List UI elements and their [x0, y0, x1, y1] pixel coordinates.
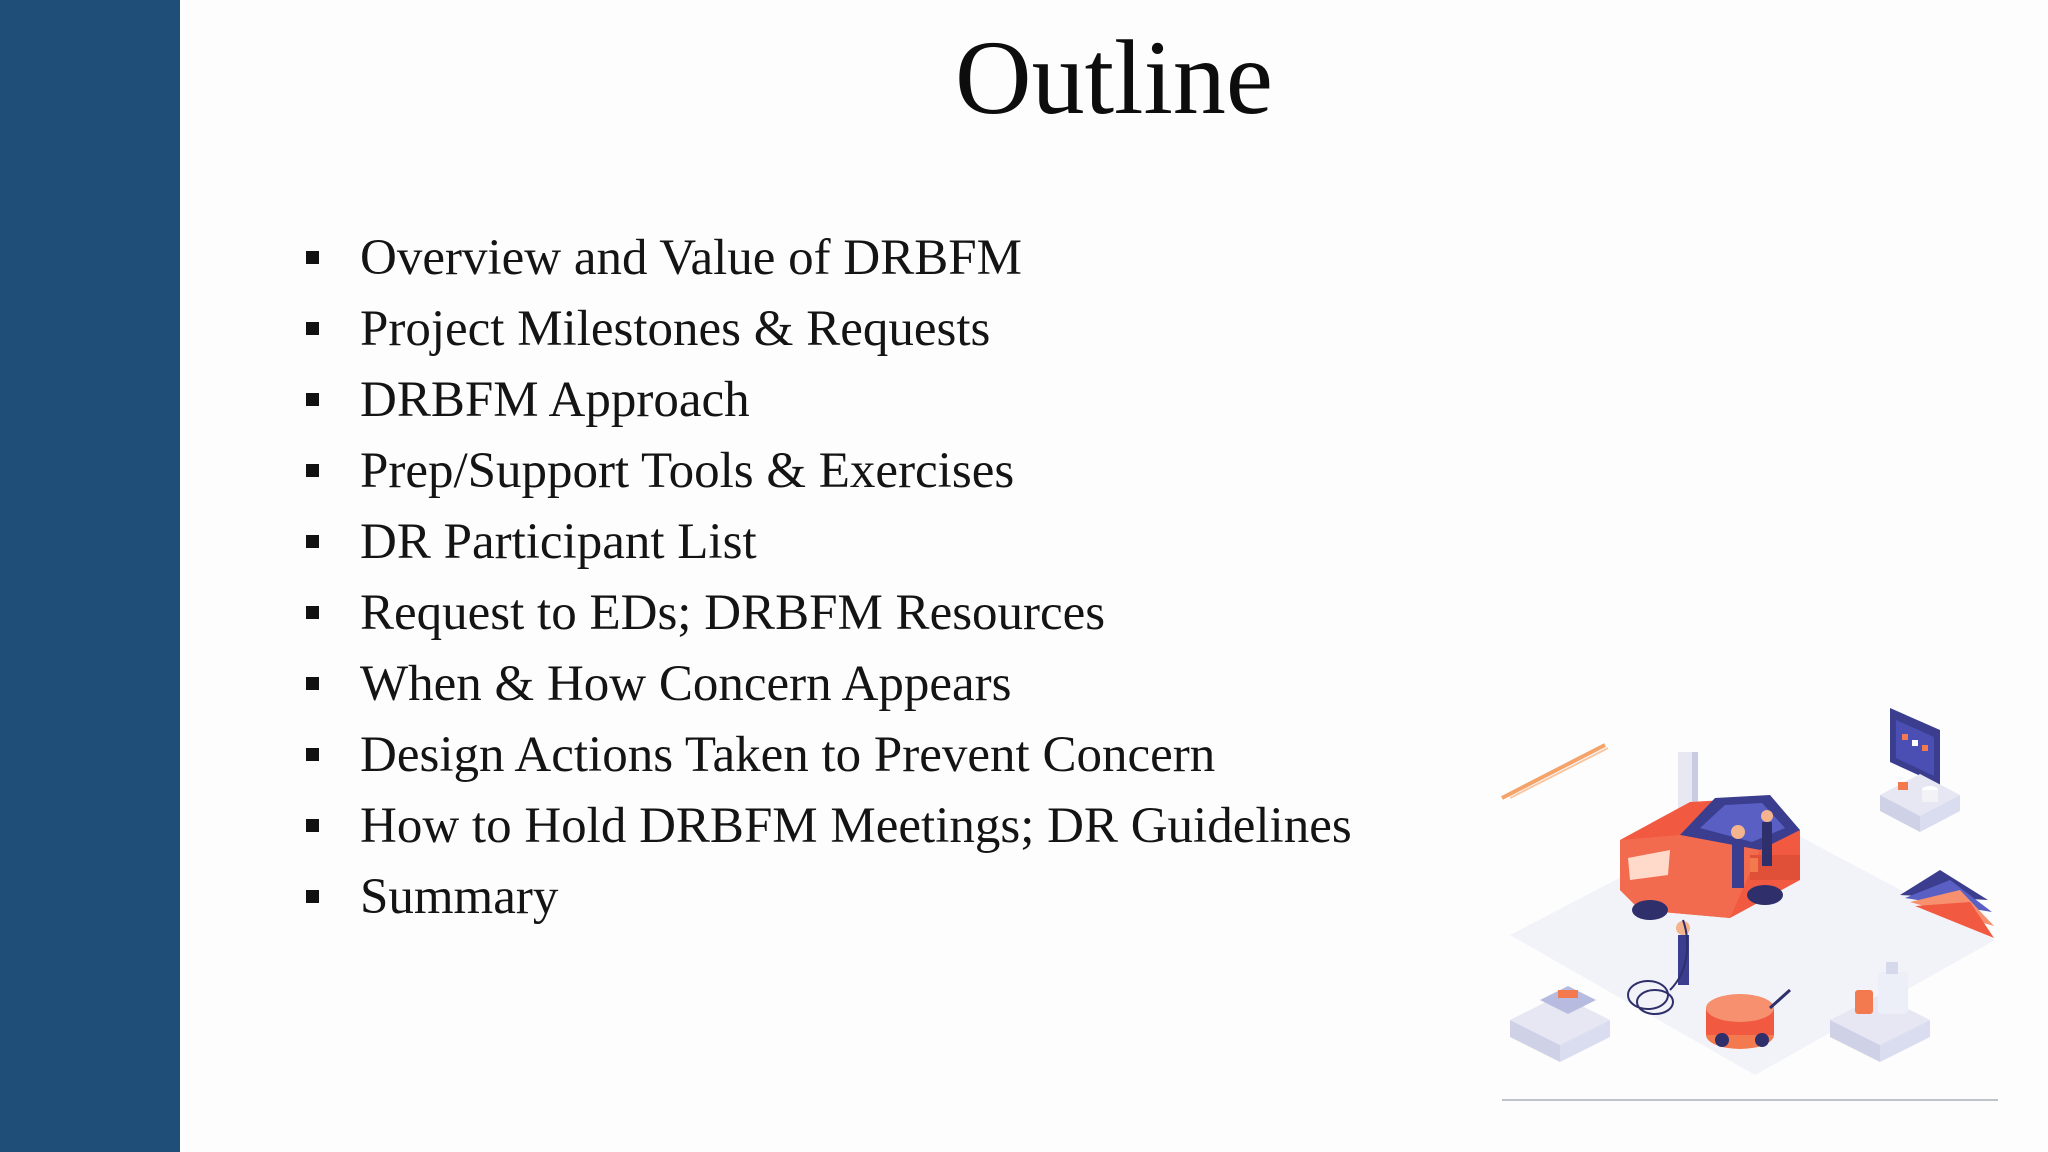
list-item	[300, 435, 1352, 506]
list-item-text: Request to EDs; DRBFM Resources	[360, 584, 1106, 641]
list-item-text: DR Participant List	[360, 513, 757, 570]
list-item	[300, 222, 1352, 293]
square-bullet-icon	[306, 393, 319, 406]
car-repair-workshop-illustration	[1500, 690, 2000, 1105]
list-item-text: Project Milestones & Requests	[360, 300, 991, 357]
square-bullet-icon	[306, 819, 319, 832]
square-bullet-icon	[306, 322, 319, 335]
list-item	[300, 506, 1352, 577]
square-bullet-icon	[306, 535, 319, 548]
list-item	[300, 364, 1352, 435]
list-item	[300, 719, 1352, 790]
list-item	[300, 648, 1352, 719]
list-item	[300, 861, 1352, 932]
square-bullet-icon	[306, 677, 319, 690]
list-item	[300, 293, 1352, 364]
list-item-text: Overview and Value of DRBFM	[360, 229, 1022, 286]
list-item-text: Design Actions Taken to Prevent Concern	[360, 726, 1216, 783]
outline-list	[300, 222, 1352, 932]
square-bullet-icon	[306, 748, 319, 761]
list-item	[300, 577, 1352, 648]
square-bullet-icon	[306, 464, 319, 477]
sidebar-accent-bar	[0, 0, 180, 1152]
list-item-text: DRBFM Approach	[360, 371, 750, 428]
square-bullet-icon	[306, 251, 319, 264]
square-bullet-icon	[306, 606, 319, 619]
list-item-text: When & How Concern Appears	[360, 655, 1012, 712]
list-item-text: How to Hold DRBFM Meetings; DR Guidelines	[360, 797, 1352, 854]
list-item-text: Prep/Support Tools & Exercises	[360, 442, 1015, 499]
list-item	[300, 790, 1352, 861]
list-item-text: Summary	[360, 868, 559, 925]
square-bullet-icon	[306, 890, 319, 903]
slide-title: Outline	[955, 19, 1273, 136]
